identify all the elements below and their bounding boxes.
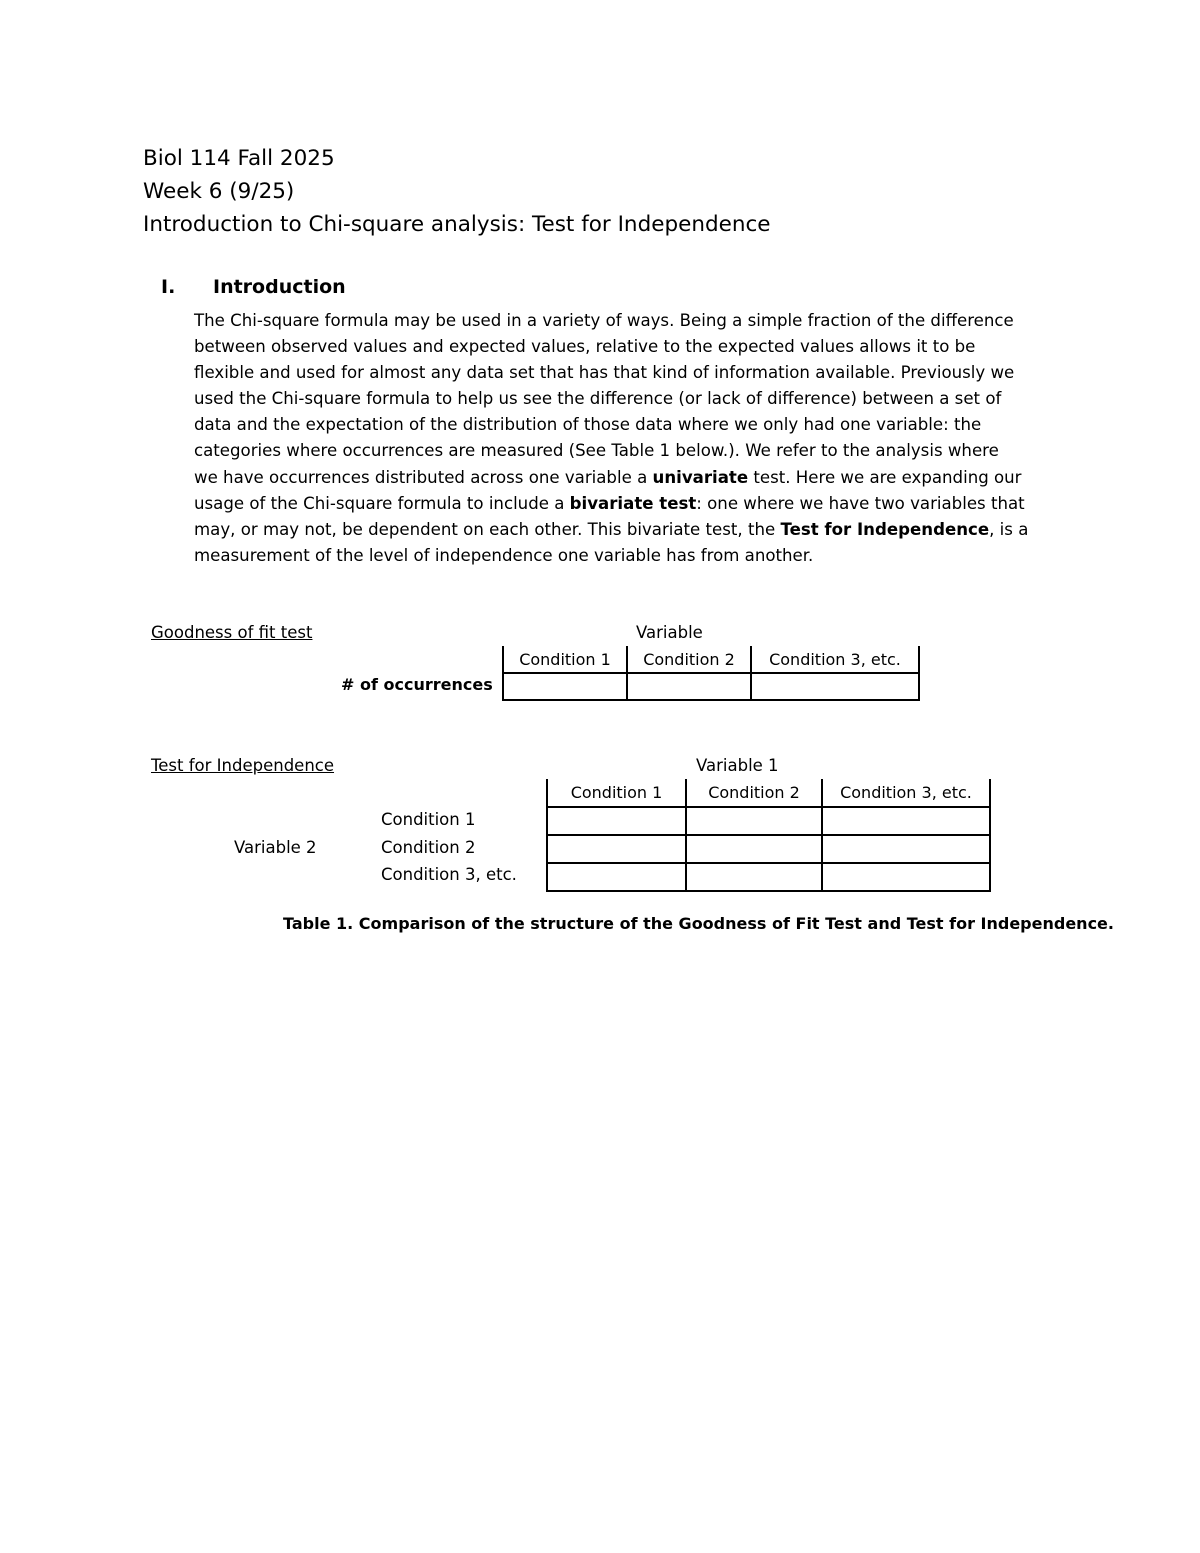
table-cell bbox=[627, 673, 751, 700]
table-cell bbox=[503, 673, 627, 700]
paragraph-line: flexible and used for almost any data set that has that kind of information available. Previously we bbox=[194, 363, 1015, 383]
table-cell bbox=[547, 835, 686, 863]
table-header-row bbox=[503, 646, 919, 673]
column-header: Condition 2 bbox=[627, 646, 751, 673]
test-for-independence-table bbox=[546, 779, 991, 892]
row-header: Condition 3, etc. bbox=[381, 865, 517, 884]
column-header: Condition 3, etc. bbox=[751, 646, 919, 673]
test-for-independence-label: Test for Independence bbox=[151, 756, 335, 775]
table-cell bbox=[822, 863, 990, 891]
column-header: Condition 1 bbox=[503, 646, 627, 673]
course-title: Biol 114 Fall 2025 bbox=[143, 146, 335, 171]
variable-2-label: Variable 2 bbox=[234, 838, 317, 857]
table-cell bbox=[686, 863, 822, 891]
paragraph-line bbox=[194, 491, 1074, 517]
text-run: : one where we have two variables that bbox=[696, 493, 1025, 513]
term-test-for-independence: Test for Independence bbox=[780, 519, 990, 539]
row-header: Condition 1 bbox=[381, 810, 476, 829]
table-row bbox=[547, 807, 990, 835]
table-cell bbox=[822, 807, 990, 835]
variable-1-label: Variable 1 bbox=[696, 756, 779, 775]
column-header: Condition 3, etc. bbox=[822, 779, 990, 807]
row-header: Condition 2 bbox=[381, 838, 476, 857]
intro-paragraph bbox=[194, 308, 1074, 569]
page-title: Introduction to Chi-square analysis: Test for Independence bbox=[143, 212, 771, 237]
text-run: usage of the Chi-square formula to include a bbox=[194, 493, 570, 513]
table-cell bbox=[822, 835, 990, 863]
table-cell bbox=[686, 835, 822, 863]
paragraph-line: measurement of the level of independence one variable has from another. bbox=[194, 545, 814, 565]
paragraph-line: between observed values and expected values, relative to the expected values allows it to be bbox=[194, 337, 976, 357]
term-univariate: univariate bbox=[652, 467, 749, 487]
column-header: Condition 1 bbox=[547, 779, 686, 807]
table-cell bbox=[547, 863, 686, 891]
occurrences-row-label: # of occurrences bbox=[341, 675, 493, 694]
table-header-row bbox=[547, 779, 990, 807]
table-cell bbox=[751, 673, 919, 700]
term-bivariate: bivariate test bbox=[569, 493, 697, 513]
table-cell bbox=[686, 807, 822, 835]
paragraph-line bbox=[194, 517, 1074, 543]
paragraph-line: The Chi-square formula may be used in a variety of ways. Being a simple fraction of the difference bbox=[194, 311, 1014, 330]
column-header: Condition 2 bbox=[686, 779, 822, 807]
table-caption: Table 1. Comparison of the structure of the Goodness of Fit Test and Test for Independence. bbox=[283, 914, 1114, 933]
text-run: may, or may not, be dependent on each other. This bivariate test, the bbox=[194, 519, 781, 539]
section-number: I. bbox=[161, 276, 176, 298]
goodness-of-fit-label: Goodness of fit test bbox=[151, 623, 313, 642]
goodness-of-fit-table bbox=[502, 646, 920, 701]
table-row bbox=[547, 835, 990, 863]
variable-label: Variable bbox=[636, 623, 703, 642]
paragraph-line bbox=[194, 465, 1074, 491]
text-run: test. Here we are expanding our bbox=[748, 467, 1022, 487]
paragraph-line: categories where occurrences are measured (See Table 1 below.). We refer to the analysis where bbox=[194, 441, 999, 461]
week-label: Week 6 (9/25) bbox=[143, 179, 295, 204]
table-row bbox=[547, 863, 990, 891]
text-run: we have occurrences distributed across one variable a bbox=[194, 467, 653, 487]
paragraph-line: data and the expectation of the distribution of those data where we only had one variable: the bbox=[194, 415, 982, 435]
table-row bbox=[503, 673, 919, 700]
paragraph-line: used the Chi-square formula to help us see the difference (or lack of difference) between a set of bbox=[194, 389, 1002, 409]
section-title: Introduction bbox=[213, 276, 346, 298]
table-cell bbox=[547, 807, 686, 835]
text-run: , is a bbox=[989, 519, 1029, 539]
